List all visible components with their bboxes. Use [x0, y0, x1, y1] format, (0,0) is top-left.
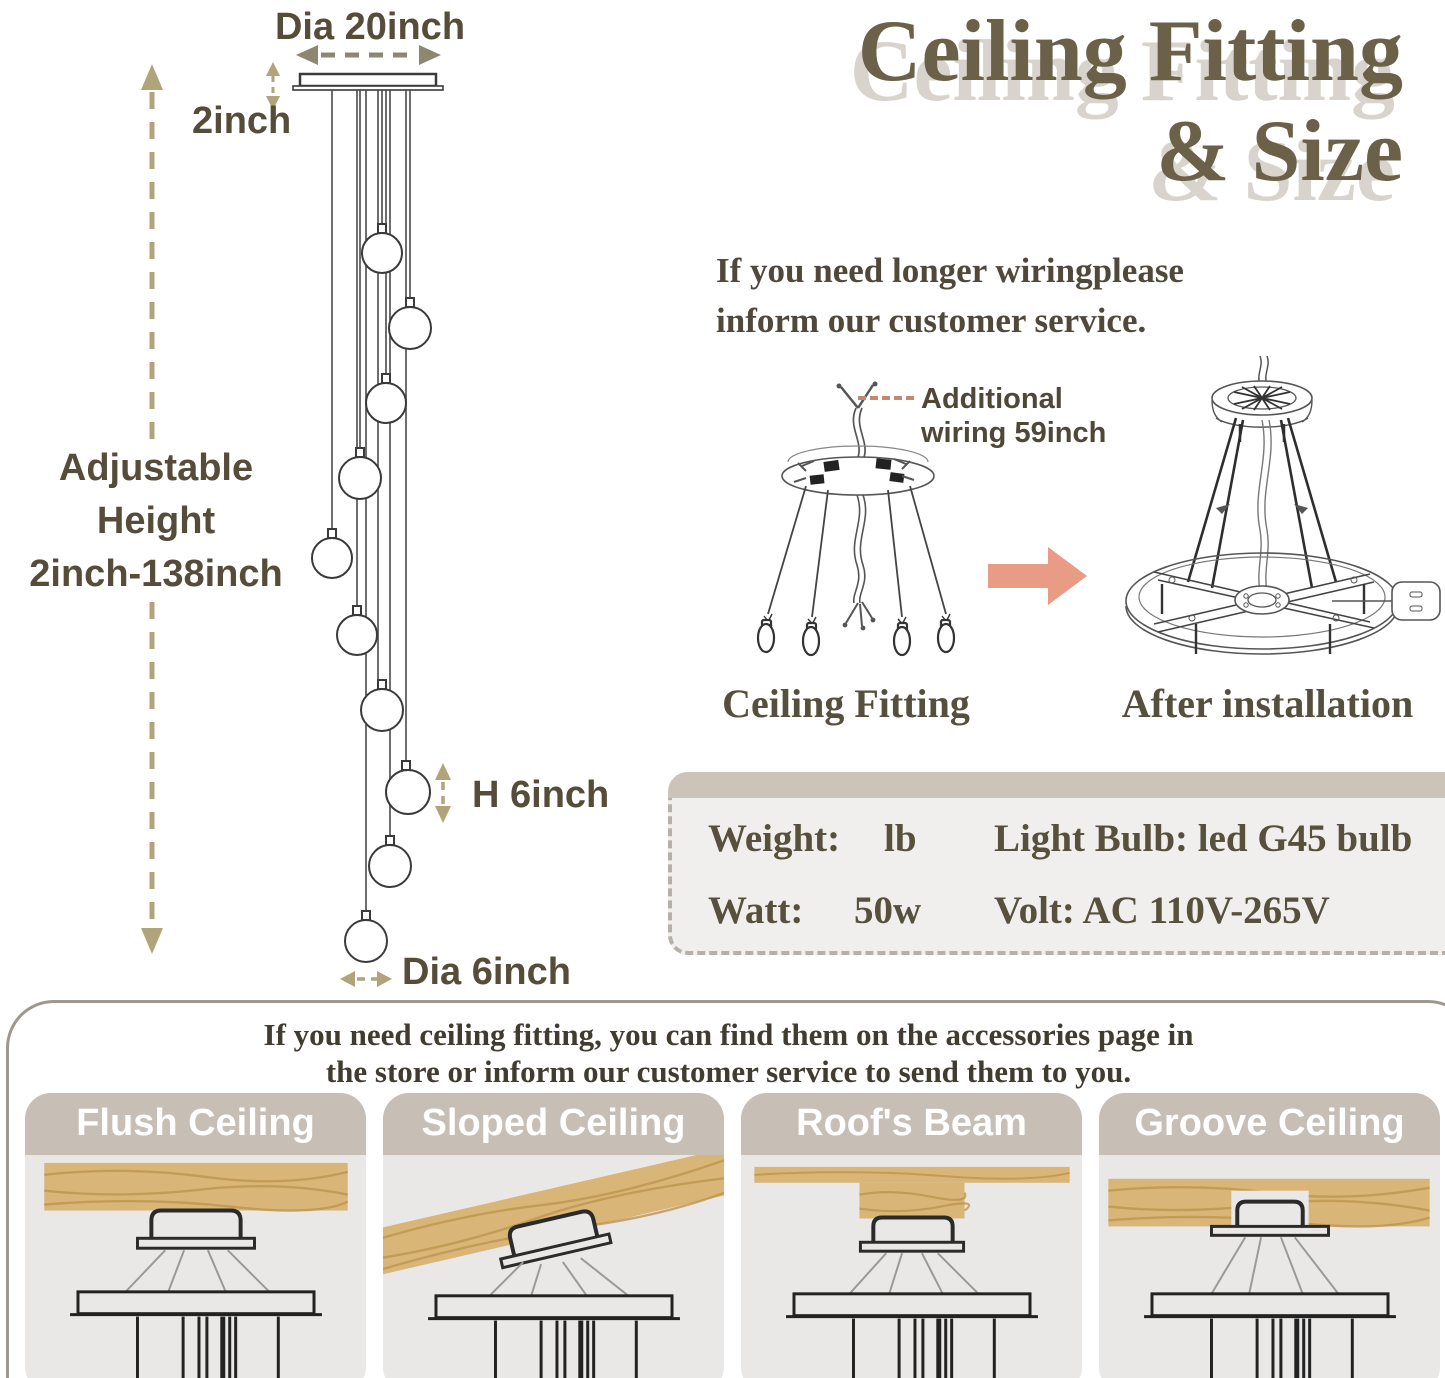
after-installation-caption: After installation: [1121, 681, 1414, 726]
volt-spec: Volt: AC 110V-265V: [994, 889, 1330, 932]
mounting-options-section: [6, 1000, 1445, 1378]
dia6-arrow: [340, 971, 392, 987]
h6-arrow: [435, 763, 451, 823]
weight-label: Weight:: [708, 817, 841, 860]
ceiling-plate: [293, 74, 443, 90]
panel-roofs-beam-title: Roof's Beam: [741, 1093, 1082, 1155]
footer-notice-line1: If you need ceiling fitting, you can find them on the accessories page in: [263, 1017, 1194, 1052]
spec-box: [668, 772, 1445, 955]
dia-20-label: Dia 20inch: [274, 6, 466, 48]
mounting-panels: [25, 1093, 1440, 1378]
panel-groove-ceiling: [1099, 1093, 1440, 1378]
arrow-right-icon: [988, 546, 1088, 606]
globe-dia-label: Dia 6inch: [402, 951, 571, 993]
leader-dashed-line: [858, 396, 914, 400]
subtitle: If you need longer wiringplease inform our customer service.: [716, 251, 1184, 340]
glass-globes: [312, 224, 431, 962]
flush-ceiling-illustration: [25, 1155, 366, 1378]
weight-value: lb: [884, 817, 917, 860]
page-title: Ceiling Fitting & Size: [857, 3, 1403, 200]
spec-box-top-bar: [668, 772, 1445, 798]
adjustable-height-label: Adjustable Height 2inch-138inch: [20, 442, 292, 601]
groove-ceiling-illustration: [1099, 1155, 1440, 1378]
globe-height-label: H 6inch: [472, 774, 610, 816]
after-installation-diagram: [1092, 356, 1442, 686]
ceiling-fitting-caption: Ceiling Fitting: [722, 681, 970, 726]
additional-wiring-label: Additional wiring 59inch: [921, 383, 1107, 449]
panel-groove-ceiling-title: Groove Ceiling: [1099, 1093, 1440, 1155]
panel-flush-ceiling-title: Flush Ceiling: [25, 1093, 366, 1155]
panel-sloped-ceiling-title: Sloped Ceiling: [383, 1093, 724, 1155]
roofs-beam-illustration: [741, 1155, 1082, 1378]
panel-flush-ceiling: [25, 1093, 366, 1378]
panel-roofs-beam: [741, 1093, 1082, 1378]
canopy-2inch-label: 2inch: [192, 100, 292, 142]
bulb-spec: Light Bulb: led G45 bulb: [994, 817, 1413, 860]
watt-label: Watt:: [708, 889, 804, 932]
watt-value: 50w: [854, 889, 922, 932]
panel-sloped-ceiling: [383, 1093, 724, 1378]
footer-notice-line2: the store or inform our customer service to send them to you.: [325, 1054, 1132, 1089]
sloped-ceiling-illustration: [383, 1155, 724, 1378]
